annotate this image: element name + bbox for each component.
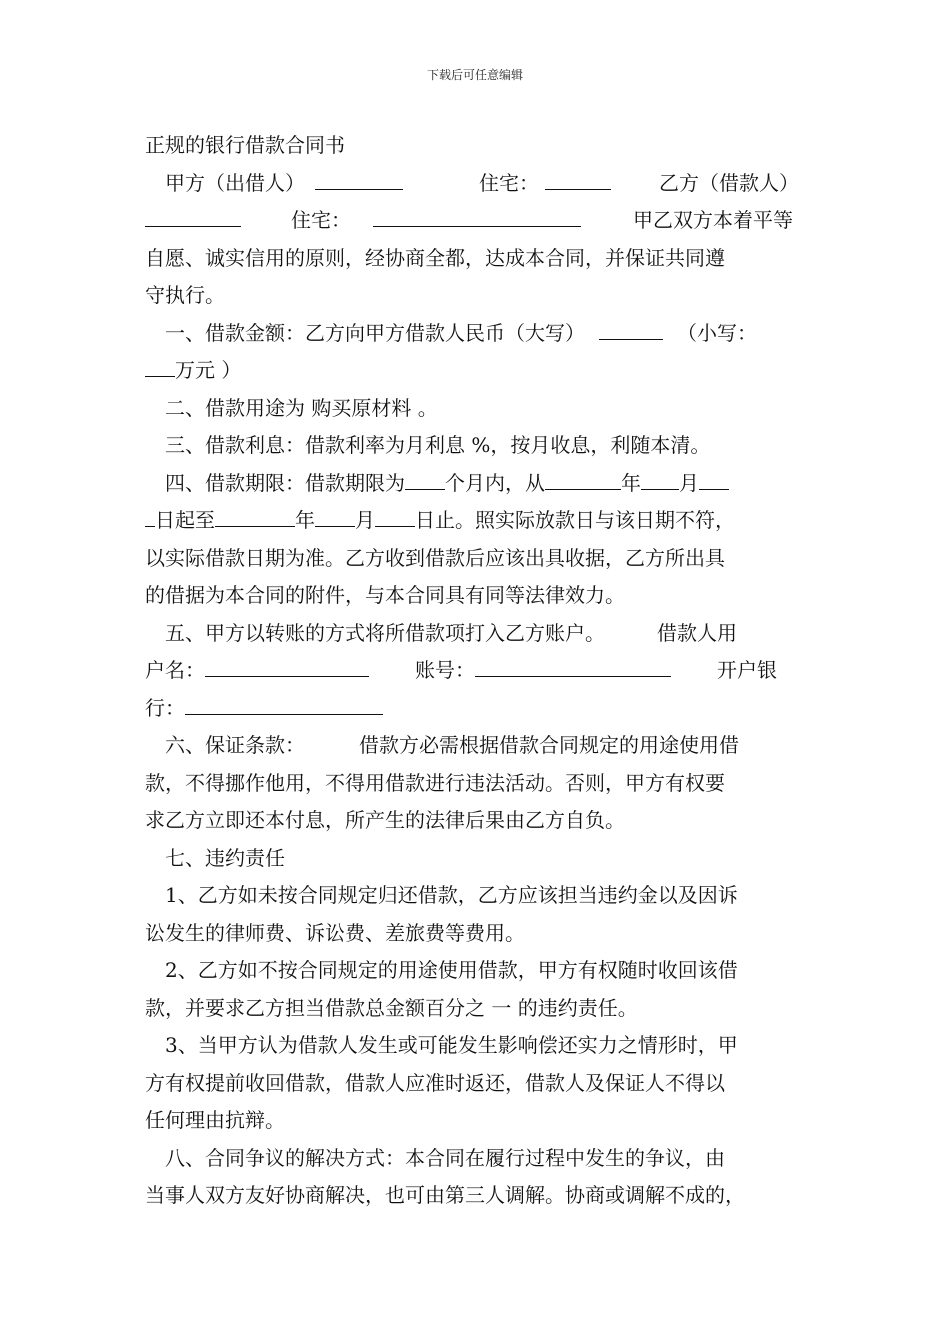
bank-label: 开户银 [717,658,777,682]
clause-7-item-1-line-1 [145,877,815,915]
clause-4-a: 四、借款期限：借款期限为 [165,470,405,495]
clause-4-year-1: 年 [621,470,641,495]
clause-2-text: 二、借款用途为 购买原材料 。 [165,395,438,420]
clause-7-item-3-line-2: 方有权提前收回借款，借款人应准时返还，借款人及保证人不得以 [145,1070,725,1095]
account-no-blank[interactable] [475,652,671,677]
bank-name-blank[interactable] [185,690,383,715]
clause-6-title: 六、保证条款： [165,733,305,757]
parties-line-1 [145,165,815,203]
clause-3 [145,427,815,465]
start-day-blank-b[interactable] [145,502,155,527]
bank-tail-label: 行： [145,695,185,720]
end-month-blank[interactable] [315,502,355,527]
clause-7-item-1-text: 1、乙方如未按合同规定归还借款，乙方应该担当违约金以及因诉 [165,883,738,907]
intro-tail: 甲乙双方本着平等 [633,208,793,232]
amount-uppercase-blank[interactable] [599,315,663,340]
clause-7-item-3-text: 3、当甲方认为借款人发生或可能发生影响偿还实力之情形时，甲 [165,1033,738,1057]
clause-8-text: 八、合同争议的解决方式：本合同在履行过程中发生的争议，由 [165,1145,725,1170]
party-b-blank[interactable] [145,202,241,227]
clause-7-item-3-line-3: 任何理由抗辩。 [145,1108,285,1132]
end-day-blank[interactable] [375,502,415,527]
clause-4-day-to: 日止。照实际放款日与该日期不符， [415,508,735,532]
clause-4-month-1: 月 [679,470,699,495]
intro-line-3: 守执行。 [145,283,225,307]
term-months-blank[interactable] [405,465,445,490]
party-b-address-blank[interactable] [373,202,581,227]
party-a-label: 甲方（出借人） [165,170,305,195]
clause-8-line-2: 当事人双方友好协商解决，也可由第三人调解。协商或调解不成的， [145,1183,745,1207]
account-name-label: 户名： [145,658,205,682]
clause-2 [145,390,815,428]
clause-6-line-1 [145,727,815,765]
start-month-blank[interactable] [641,465,679,490]
party-a-blank[interactable] [315,165,403,190]
clause-4-line-2 [145,502,815,540]
clause-7-item-3-line-1 [145,1027,815,1065]
clause-7-item-2-text: 2、乙方如不按合同规定的用途使用借款，甲方有权随时收回该借 [165,958,738,982]
party-b-label: 乙方（借款人） [659,170,799,195]
clause-1-line-1 [145,315,815,353]
clause-4-day-from: 日起至 [155,508,215,532]
clause-4-b: 个月内，从 [445,470,545,495]
account-no-label: 账号： [415,658,475,682]
amount-lowercase-blank[interactable] [145,352,175,377]
party-b-address-label: 住宅： [291,208,351,232]
clause-5-borrower-user: 借款人用 [657,620,737,645]
clause-1-small: （小写： [677,320,757,345]
clause-7-item-2-line-1 [145,952,815,990]
intro-line-2: 自愿、诚实信用的原则，经协商全都，达成本合同，并保证共同遵 [145,245,725,270]
party-a-address-blank[interactable] [545,165,611,190]
clause-3-text: 三、借款利息：借款利率为月利息 %，按月收息，利随本清。 [165,433,711,457]
clause-7-title-text: 七、违约责任 [165,845,285,870]
clause-7-item-2-line-2: 款，并要求乙方担当借款总金额百分之 一 的违约责任。 [145,995,638,1020]
end-year-blank[interactable] [215,502,295,527]
clause-5-text: 五、甲方以转账的方式将所借款项打入乙方账户。 [165,620,605,645]
clause-4-line-3: 以实际借款日期为准。乙方收到借款后应该出具收据，乙方所出具 [145,545,725,570]
clause-4-line-1 [145,465,815,503]
clause-6-line-2: 款，不得挪作他用，不得用借款进行违法活动。否则，甲方有权要 [145,770,725,795]
party-a-address-label: 住宅： [479,170,539,195]
clause-8-line-1 [145,1140,815,1178]
clause-5-line-1 [145,615,815,653]
clause-5-line-3 [145,690,815,728]
clause-4-line-4: 的借据为本合同的附件，与本合同具有同等法律效力。 [145,583,625,607]
clause-1-line-2 [145,352,815,390]
clause-4-year-2: 年 [295,508,315,532]
page-header: 下载后可任意编辑 [426,68,523,82]
clause-1-unit: 万元 ） [175,358,242,382]
account-name-blank[interactable] [205,652,369,677]
clause-5-line-2 [145,652,815,690]
clause-1-text: 一、借款金额：乙方向甲方借款人民币（大写） [165,320,585,345]
contract-body [145,127,815,1215]
clause-7-title [145,840,815,878]
start-year-blank[interactable] [545,465,621,490]
start-day-blank-a[interactable] [699,465,729,490]
clause-6-line-1b: 借款方必需根据借款合同规定的用途使用借 [359,733,739,757]
parties-line-2 [145,202,815,240]
clause-7-item-1-line-2: 讼发生的律师费、诉讼费、差旅费等费用。 [145,920,525,945]
clause-4-month-2: 月 [355,508,375,532]
contract-title: 正规的银行借款合同书 [145,133,345,157]
clause-6-line-3: 求乙方立即还本付息，所产生的法律后果由乙方自负。 [145,808,625,832]
